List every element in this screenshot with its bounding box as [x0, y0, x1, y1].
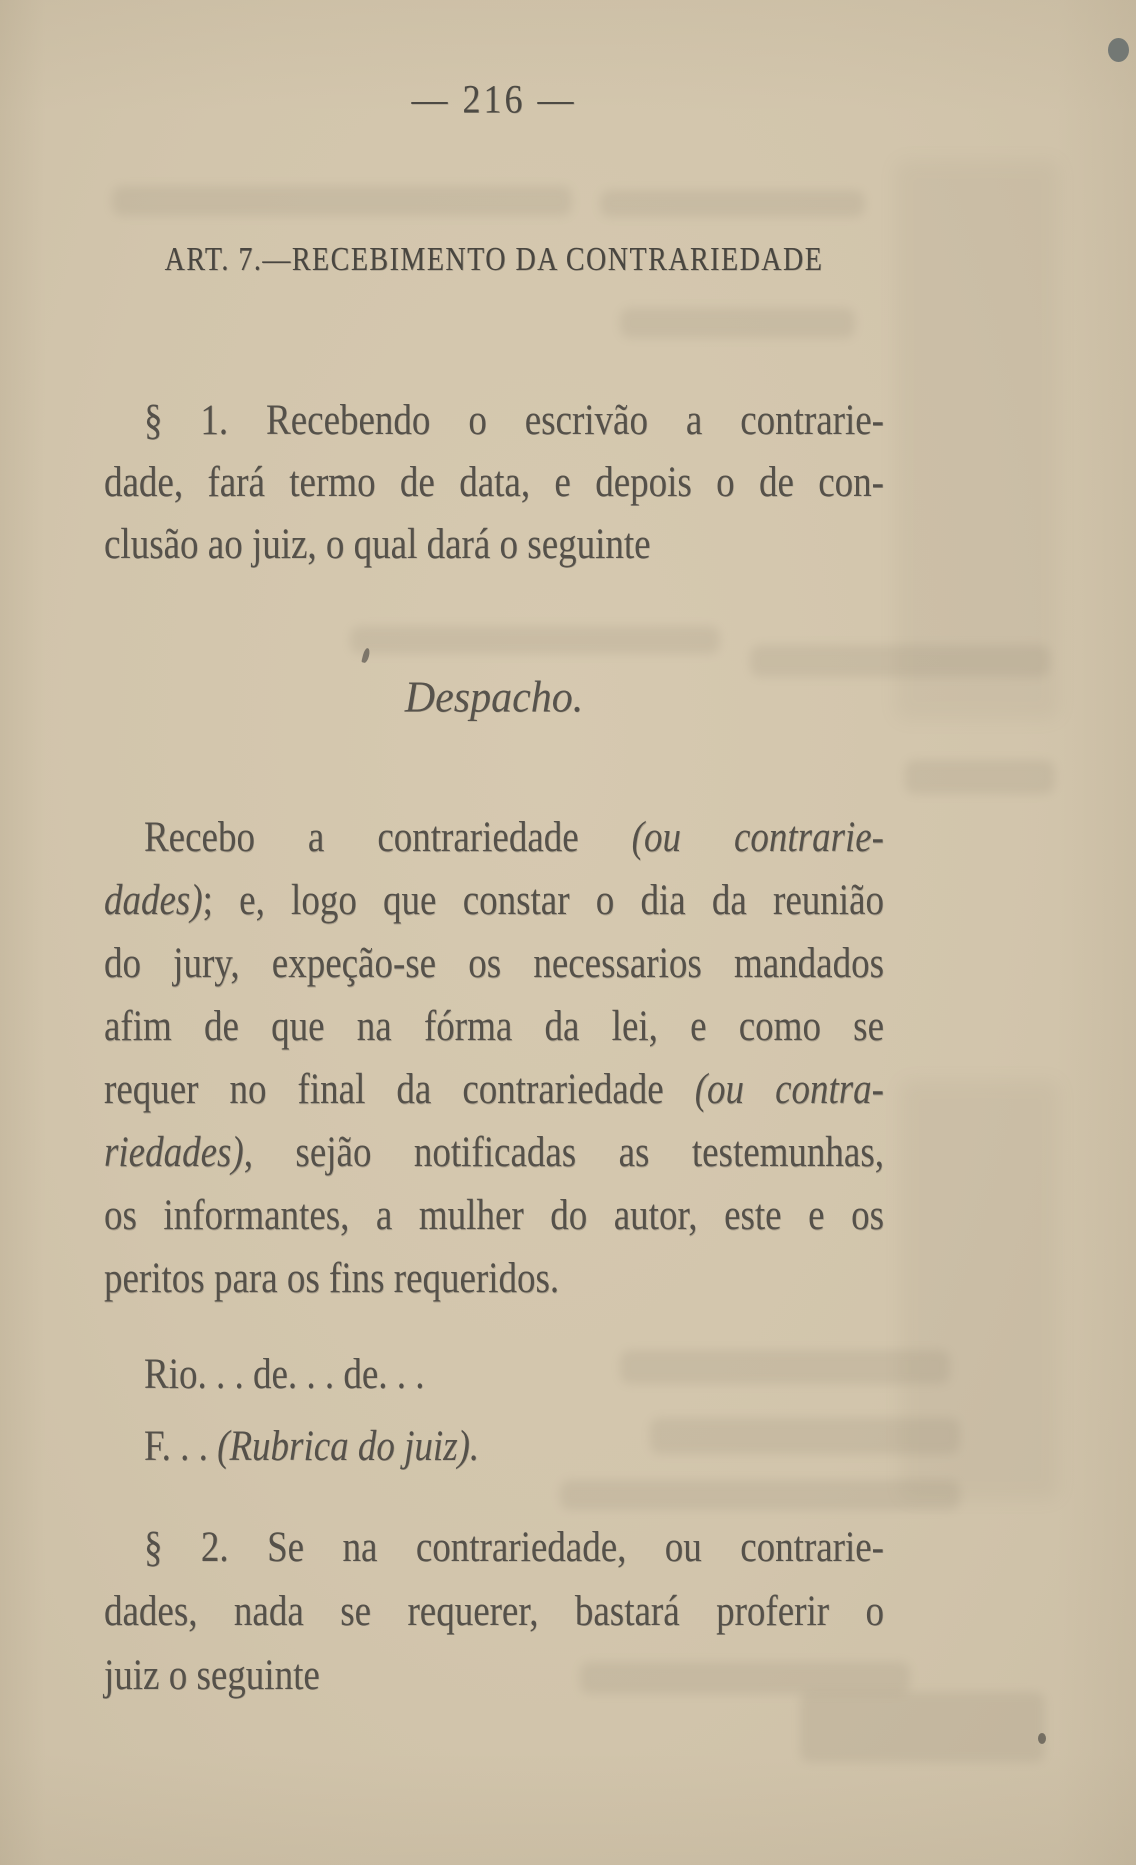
text-segment: ; e, logo que constar o dia da reunião [202, 876, 884, 925]
text-line [104, 1338, 884, 1411]
text-segment: os informantes, a mulher do autor, este e os [104, 1191, 884, 1240]
ghost-showthrough [620, 308, 855, 338]
italic-text-segment: riedades) [104, 1128, 244, 1177]
ghost-showthrough [905, 760, 1055, 794]
text-segment: juiz o seguinte [104, 1651, 320, 1700]
article-heading: ART. 7.—RECEBIMENTO DA CONTRARIEDADE [164, 240, 824, 279]
ghost-showthrough [112, 186, 572, 216]
text-line [104, 508, 884, 581]
text-segment: dade, fará termo de data, e depois o de con- [104, 458, 884, 507]
page-number: — 216 — [411, 76, 577, 122]
text-line [104, 1638, 884, 1714]
signature-line [104, 1416, 884, 1478]
text-segment: § 1. Recebendo o escrivão a contrarie- [144, 396, 884, 445]
text-segment: afim de que na fórma da lei, e como se [104, 1002, 884, 1051]
text-segment: Rio. . . de. . . de. . . [144, 1350, 425, 1399]
paragraph-section-1 [104, 390, 884, 576]
despacho-title: Despacho. [404, 673, 584, 723]
ink-blot [1108, 38, 1129, 62]
text-segment: § 2. Se na contrariedade, ou contrarie- [144, 1523, 884, 1572]
ghost-showthrough [350, 626, 720, 654]
ink-speck [1038, 1733, 1046, 1744]
text-segment: requer no final da contrariedade [104, 1065, 695, 1114]
ghost-showthrough [560, 1480, 960, 1510]
italic-text-segment: (Rubrica do juiz). [217, 1422, 480, 1471]
paragraph-despacho-body [104, 806, 884, 1310]
text-segment: clusão ao juiz, o qual dará o seguinte [104, 520, 651, 569]
date-line [104, 1344, 884, 1406]
text-line [104, 1241, 884, 1315]
ghost-showthrough [600, 190, 865, 217]
text-segment: , sejão notificadas as testemunhas, [243, 1128, 884, 1177]
italic-text-segment: (ou contrarie- [631, 813, 884, 862]
text-segment: dades, nada se requerer, bastará proferir o [104, 1587, 884, 1636]
italic-text-segment: dades) [104, 876, 203, 925]
text-segment: Recebo a contrariedade [144, 813, 632, 862]
text-segment: do jury, expeção-se os necessarios mandados [104, 939, 884, 988]
ghost-showthrough [895, 160, 1060, 720]
paragraph-section-2 [104, 1516, 884, 1708]
text-line [104, 1410, 884, 1483]
italic-text-segment: (ou contra- [694, 1065, 884, 1114]
text-segment: F. . . [144, 1422, 218, 1471]
text-segment: peritos para os fins requeridos. [104, 1254, 560, 1303]
